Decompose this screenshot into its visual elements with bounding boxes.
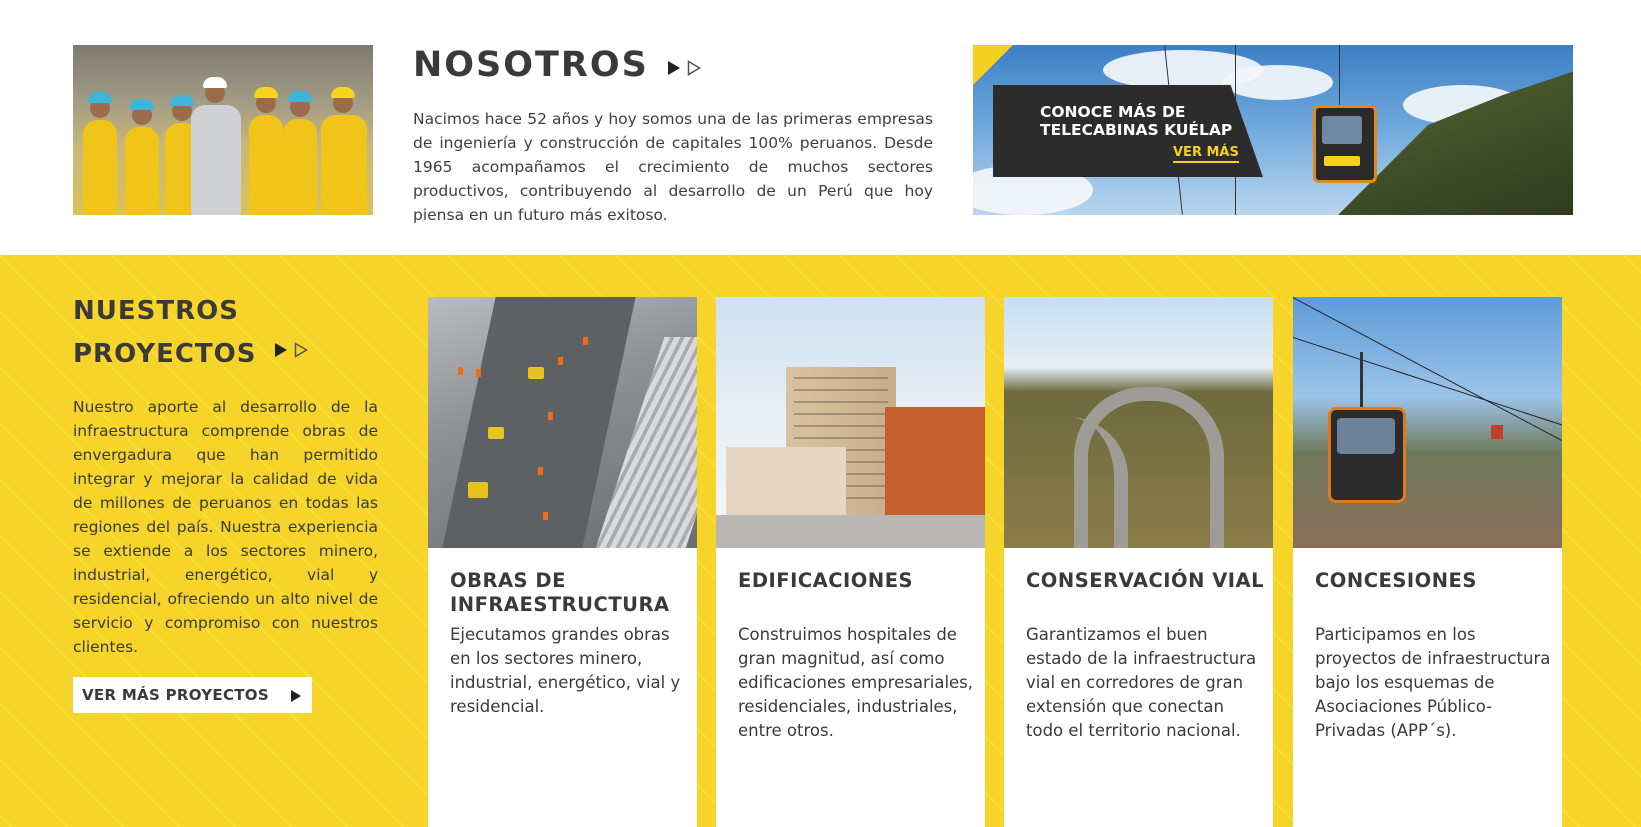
banner-title (1040, 103, 1260, 139)
play-filled-icon (290, 689, 302, 703)
projects-section (0, 255, 1641, 827)
project-card-description: Participamos en los proyectos de infraestructura bajo los esquemas de Asociaciones Público-Privadas (APP´s). (1315, 625, 1551, 740)
project-card-title: EDIFICACIONES (738, 569, 914, 592)
project-image-infraestructura (428, 297, 697, 548)
telecabinas-banner[interactable] (973, 45, 1573, 215)
worker-figure (191, 105, 241, 215)
title-arrows (274, 342, 308, 358)
worker-figure (321, 115, 367, 215)
project-card-title: OBRAS DE INFRAESTRUCTURA (450, 569, 670, 616)
cloud (1223, 65, 1333, 100)
project-card-conservacion-vial[interactable] (1004, 297, 1273, 827)
play-outline-icon (687, 60, 701, 76)
projects-title (73, 290, 373, 376)
title-arrows (667, 60, 701, 76)
project-card-description: Ejecutamos grandes obras en los sectores minero, industrial, energético, vial y residencial. (450, 625, 681, 716)
project-card-infraestructura[interactable] (428, 297, 697, 827)
play-filled-icon (274, 342, 288, 358)
cable (1339, 45, 1340, 105)
banner-title-line2: TELECABINAS KUÉLAP (1040, 121, 1233, 139)
play-outline-icon (294, 342, 308, 358)
project-image-edificaciones (716, 297, 985, 548)
about-title: NOSOTROS (413, 45, 649, 85)
more-projects-button[interactable] (73, 677, 312, 713)
project-card-description: Garantizamos el buen estado de la infraestructura vial en corredores de gran extensión que conectan todo el territorio nacional. (1026, 625, 1257, 740)
projects-title-line1: NUESTROS (73, 296, 239, 326)
projects-title-line2: PROYECTOS (73, 339, 257, 369)
project-image-concesiones (1293, 297, 1562, 548)
worker-figure (125, 127, 159, 215)
project-card-title: CONSERVACIÓN VIAL (1026, 569, 1265, 592)
banner-title-line1: CONOCE MÁS DE (1040, 103, 1186, 121)
play-filled-icon (667, 60, 681, 76)
banner-cta-link[interactable]: VER MÁS (1173, 145, 1239, 163)
projects-description: Nuestro aporte al desarrollo de la infraestructura comprende obras de envergadura que han permitido integrar y mejorar la calidad de vida de millones de peruanos en todas las regiones del país. Nuestra experiencia se extiende a los sectores minero, industrial, energético, vial y residencial, ofreciendo un alto nivel de servicio y compromiso con nuestros clientes. (73, 398, 378, 656)
project-card-title: CONCESIONES (1315, 569, 1477, 592)
about-description: Nacimos hace 52 años y hoy somos una de las primeras empresas de ingeniería y construcción de capitales 100% peruanos. Desde 1965 acompañamos el crecimiento de muchos sectores productivos, contribuyendo al desarrollo de un Perú que hoy piensa en un futuro más exitoso. (413, 110, 933, 224)
more-projects-label: VER MÁS PROYECTOS (82, 686, 269, 704)
about-section (0, 0, 1641, 255)
banner-corner-accent (973, 45, 1013, 85)
team-photo (73, 45, 373, 215)
project-card-edificaciones[interactable] (716, 297, 985, 827)
project-image-conservacion-vial (1004, 297, 1273, 548)
gondola (1313, 105, 1377, 183)
worker-figure (83, 120, 117, 215)
worker-figure (249, 115, 283, 215)
worker-figure (283, 119, 317, 215)
project-card-concesiones[interactable] (1293, 297, 1562, 827)
project-card-description: Construimos hospitales de gran magnitud, así como edificaciones empresariales, residenciales, industriales, entre otros. (738, 625, 974, 740)
